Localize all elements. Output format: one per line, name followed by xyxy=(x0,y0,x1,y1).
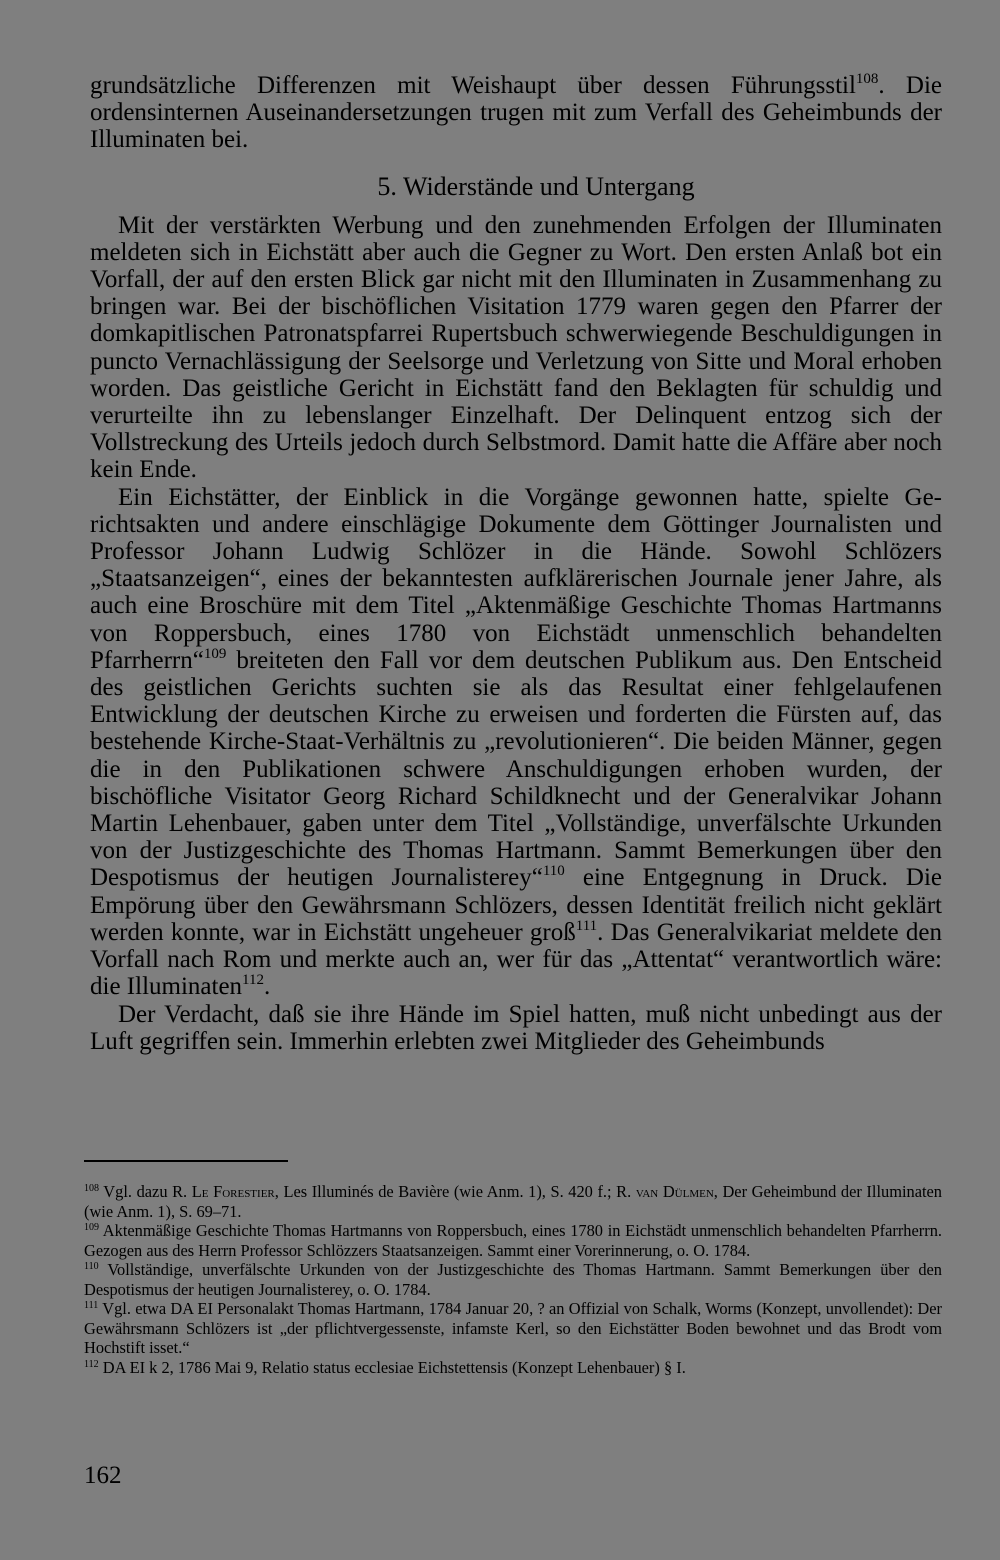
footnote-text: DA EI k 2, 1786 Mai 9, Relatio status ecclesiae Eichstettensis (Konzept Lehenbauer) § I. xyxy=(98,1357,686,1377)
footnote-number: 112 xyxy=(84,1358,99,1370)
carryover-text: grundsätzliche Differenzen mit Weishaupt über dessen Führungsstil xyxy=(90,72,856,99)
footnote-text: , Der Geheimbund der Illuminaten (wie Anm. 1), S. 69–71. xyxy=(84,1182,942,1221)
footnote-text: Vgl. etwa DA EI Personalakt Thomas Hartmann, 1784 Januar 20, ? an Offizial von Schalk, Worms (Konzept, unvollendet): Der Gewährsmann Schlözers ist „der pflichtvergessenste, infamste Kerl, so den Eichstätter Boden bewohnet und das Brodt vom Hochstift isset.“ xyxy=(84,1299,942,1357)
footnote-number: 108 xyxy=(84,1183,99,1194)
paragraph-2-part-4: . Das Generalvikariat meldete den Vorfall nach Rom und merkte auch an, wer für das „Attentat“ verantwortlich wäre: die Illuminaten xyxy=(90,918,942,1001)
footnote-109 xyxy=(84,1221,942,1260)
paragraph-3: Der Verdacht, daß sie ihre Hände im Spiel hatten, muß nicht unbedingt aus der Luft gegriffen sein. Immerhin erlebten zwei Mitglieder des Geheimbunds xyxy=(90,1000,942,1055)
footnote-number: 111 xyxy=(84,1300,99,1311)
footnote-ref-109: 109 xyxy=(203,645,227,662)
section-heading: 5. Widerstände und Untergang xyxy=(377,171,695,201)
footnote-108 xyxy=(84,1182,942,1221)
footnotes xyxy=(84,1182,942,1377)
carryover-paragraph xyxy=(90,72,942,154)
footnote-ref-112: 112 xyxy=(242,972,264,989)
footnote-text: Aktenmäßige Geschichte Thomas Hartmanns von Roppersbuch, eines 1780 in Eichstädt unmenschlich behandelten Pfarrherrn. Gezogen aus des Herrn Professor Schlözzers Staatsanzeigen. Sammt einer Vorerinnerung, o. O. 1784. xyxy=(84,1221,942,1260)
main-text xyxy=(90,72,942,1055)
footnote-text: Vollständige, unverfälschte Urkunden von der Justizgeschichte des Thomas Hartmann. Sammt Bemerkungen über den Despotismus der heutigen Journalisterey, o. O. 1784. xyxy=(84,1260,942,1299)
footnote-number: 109 xyxy=(84,1222,99,1233)
page-number: 162 xyxy=(84,1462,122,1489)
paragraph-2-part-5: . xyxy=(264,973,271,1001)
footnote-112 xyxy=(84,1358,942,1378)
author-name: van Dülmen xyxy=(635,1182,714,1201)
footnote-111 xyxy=(84,1299,942,1358)
paragraph-2-part-3: eine Entgegnung in Druck. Die Empörung über den Gewährsmann Schlözers, dessen Identität freilich nicht geklärt werden konnte, war in Eichstätt ungeheuer groß xyxy=(90,864,943,946)
paragraph-2-part-1: Ein Eichstätter, der Einblick in die Vorgänge gewonnen hatte, spielte Gerichtsakten und andere einschlägige Dokumente dem Göttinger Journalisten und Professor Johann Ludwig Schlözer in die Hände. Sowohl Schlözers „Staatsanzeigen“, eines der bekanntesten aufklärerischen Journale jener Jahre, als auch eine Broschüre mit dem Titel „Aktenmäßige Geschichte Thomas Hartmanns von Roppersbuch, eines 1780 von Eichstädt unmenschlich behandelten Pfarrherrn“ xyxy=(90,483,942,674)
footnote-text: , Les Illuminés de Bavière (wie Anm. 1), S. 420 f.; R. xyxy=(274,1182,636,1201)
footnote-ref-111: 111 xyxy=(575,917,598,934)
paragraph-2-part-2: breiteten den Fall vor dem deutschen Publikum aus. Den Entscheid des geistlichen Gerichts suchten sie als das Resultat einer fehlgelaufenen Entwicklung der deutschen Kirche zu erweisen und forderten die Fürsten auf, das bestehende Kirche-Staat-Verhältnis zu „revolutionieren“. Die beiden Männer, gegen die in den Publikationen schwere Anschuldigungen erhoben wurden, der bischöfliche Visitator Georg Richard Schildknecht und der Generalvikar Johann Martin Lehenbauer, gaben unter dem Titel „Vollständige, unverfälschte Urkunden von der Justizgeschichte des Thomas Hartmann. Sammt Bemerkungen über den Despotismus der heutigen Journalisterey“ xyxy=(90,646,942,892)
footnote-110 xyxy=(84,1260,942,1299)
footnote-ref-108: 108 xyxy=(855,71,879,87)
paragraph-2 xyxy=(90,484,942,1001)
author-name: Le Forestier xyxy=(191,1182,275,1201)
footnote-number: 110 xyxy=(84,1261,99,1272)
footnote-text: Vgl. dazu R. xyxy=(99,1182,192,1201)
carryover-text-end: . Die ordensinternen Auseinandersetzungen trugen mit zum Verfall des Geheimbunds der Illuminaten bei. xyxy=(90,72,942,154)
footnote-ref-110: 110 xyxy=(542,863,565,880)
footnote-divider xyxy=(84,1160,288,1162)
paragraph-1: Mit der verstärkten Werbung und den zunehmenden Erfolgen der Illuminaten meldeten sich in Eichstätt aber auch die Gegner zu Wort. Den ersten Anlaß bot ein Vorfall, der auf den ersten Blick gar nicht mit den Illuminaten in Zusammenhang zu bringen war. Bei der bischöflichen Visitation 1779 waren gegen den Pfarrer der domkapitlischen Patronatspfarrei Rupertsbuch schwerwiegende Beschuldigungen in puncto Vernachlässigung der Seelsorge und Verletzung von Sitte und Moral erhoben worden. Das geistliche Gericht in Eichstätt fand den Beklagten für schuldig und verurteilte ihn zu lebenslanger Einzelhaft. Der Delinquent entzog sich der Vollstreckung des Urteils jedoch durch Selbstmord. Damit hatte die Affäre aber noch kein Ende. xyxy=(90,211,942,484)
